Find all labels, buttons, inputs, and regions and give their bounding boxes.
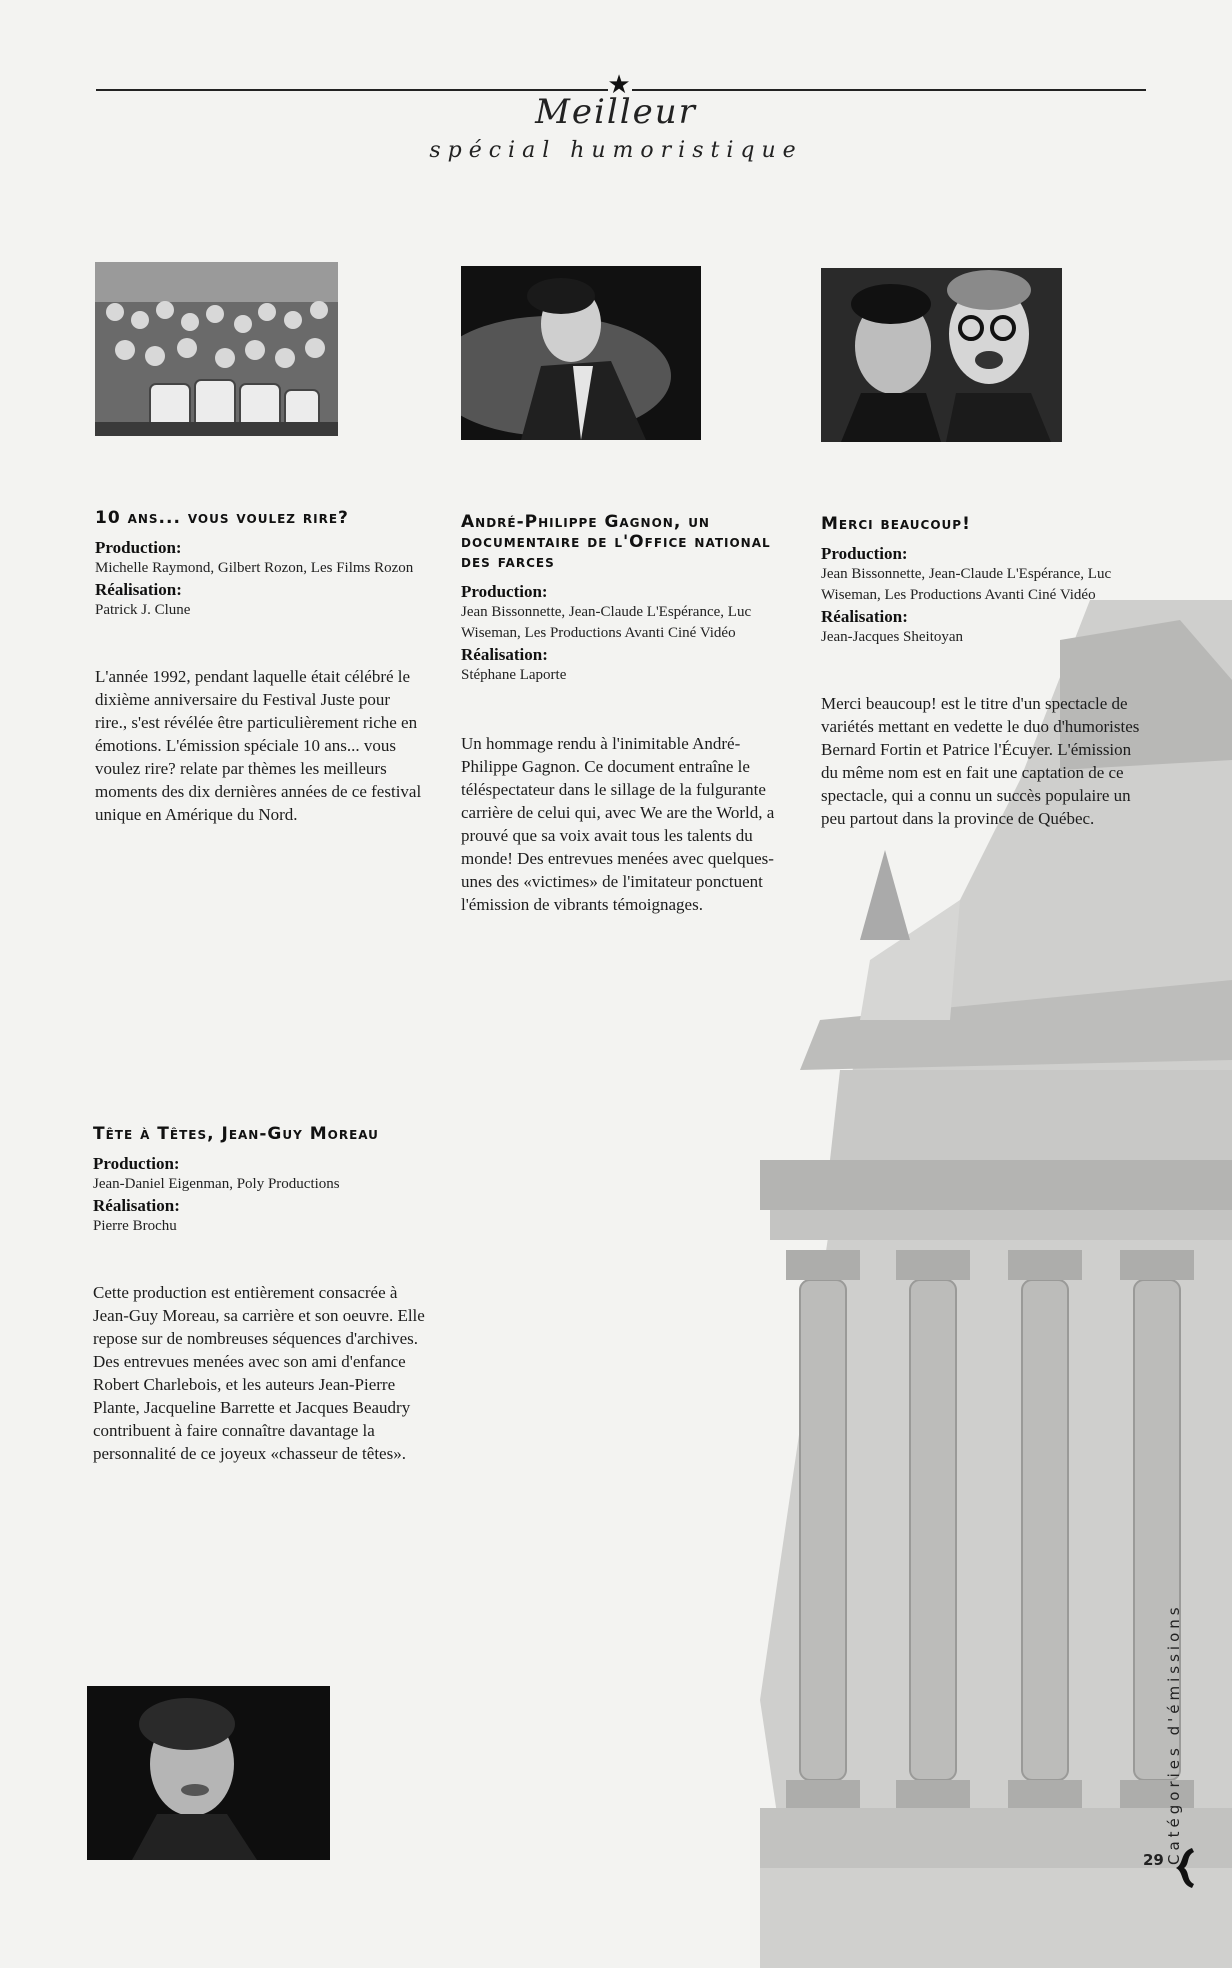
realisation-label: Réalisation: xyxy=(821,607,908,626)
star-icon: ★ xyxy=(607,70,631,100)
header-rule-right xyxy=(632,89,1146,91)
header-rule-left xyxy=(96,89,608,91)
entry-description: Merci beaucoup! est le titre d'un spectacle de variétés mettant en vedette le duo d'humoristes Bernard Fortin et Patrice l'Écuyer. L'émission du même nom est en fait une captation de ce spectacle, qui a connu un succès populaire un peu partout dans la province de Québec. xyxy=(821,694,1140,828)
realisation-label: Réalisation: xyxy=(93,1196,180,1215)
page-number: 29 xyxy=(1143,1851,1164,1869)
realisation-value: Patrick J. Clune xyxy=(95,602,191,618)
production-label: Production: xyxy=(93,1154,180,1173)
entry-merci-beaucoup xyxy=(821,514,1151,830)
production-label: Production: xyxy=(95,538,182,557)
realisation-value: Pierre Brochu xyxy=(93,1218,177,1234)
page-title: Meilleur xyxy=(535,92,697,132)
entry-description: Un hommage rendu à l'inimitable André-Philippe Gagnon. Ce document entraîne le téléspectateur dans le sillage de la fulgurante carrière de celui qui, avec We are the World, a prouvé que sa voix avait tous les talents du monde! Des entrevues menées avec quelques-unes des «victimes» de l'imitateur ponctuent l'émission de vibrants témoignages. xyxy=(461,734,775,914)
bracket-mark-icon xyxy=(1170,1846,1198,1890)
entry-andre-philippe-gagnon xyxy=(461,512,791,916)
entry-description: L'année 1992, pendant laquelle était célébré le dixième anniversaire du Festival Juste pour rire., s'est révélée être particulièrement riche en émotions. L'émission spéciale 10 ans... vous voulez rire? relate par thèmes les meilleurs moments des dix dernières années de ce festival unique en Amérique du Nord. xyxy=(95,667,422,824)
crowd-photo xyxy=(95,262,338,436)
production-value: Michelle Raymond, Gilbert Rozon, Les Films Rozon xyxy=(95,560,414,576)
production-value: Jean Bissonnette, Jean-Claude L'Espérance, Luc Wiseman, Les Productions Avanti Ciné Vidéo xyxy=(461,604,752,641)
production-value: Jean Bissonnette, Jean-Claude L'Espérance, Luc Wiseman, Les Productions Avanti Ciné Vidéo xyxy=(821,566,1112,603)
entry-description: Cette production est entièrement consacrée à Jean-Guy Moreau, sa carrière et son oeuvre. Elle repose sur de nombreuses séquences d'archives. Des entrevues menées avec son ami d'enfance Robert Charlebois, et les auteurs Jean-Pierre Plante, Jacqueline Barrette et Jacques Beaudry contribuent à faire connaître davantage la personnalité de ce joyeux «chasseur de têtes». xyxy=(93,1283,425,1463)
entry-tete-a-tetes xyxy=(93,1124,433,1465)
production-label: Production: xyxy=(821,544,908,563)
bernard-fortin-patrice-lecuyer-photo xyxy=(821,268,1062,442)
production-label: Production: xyxy=(461,582,548,601)
andre-philippe-gagnon-photo xyxy=(461,266,701,440)
section-label: Catégories d'émissions xyxy=(1165,1603,1183,1865)
entry-10-ans xyxy=(95,508,425,826)
production-value: Jean-Daniel Eigenman, Poly Productions xyxy=(93,1176,340,1192)
section-side-label xyxy=(1158,1603,1188,1870)
realisation-value: Stéphane Laporte xyxy=(461,667,567,683)
entry-title: 10 ans... vous voulez rire? xyxy=(95,508,349,528)
jean-guy-moreau-photo xyxy=(87,1686,330,1860)
entry-title: Merci beaucoup! xyxy=(821,514,971,534)
realisation-label: Réalisation: xyxy=(461,645,548,664)
realisation-label: Réalisation: xyxy=(95,580,182,599)
entry-title: Tête à Têtes, Jean-Guy Moreau xyxy=(93,1124,379,1144)
entry-title: André-Philippe Gagnon, un documentaire de l'Office national des farces xyxy=(461,512,771,572)
page-subtitle: spécial humoristique xyxy=(429,138,803,163)
realisation-value: Jean-Jacques Sheitoyan xyxy=(821,629,964,645)
